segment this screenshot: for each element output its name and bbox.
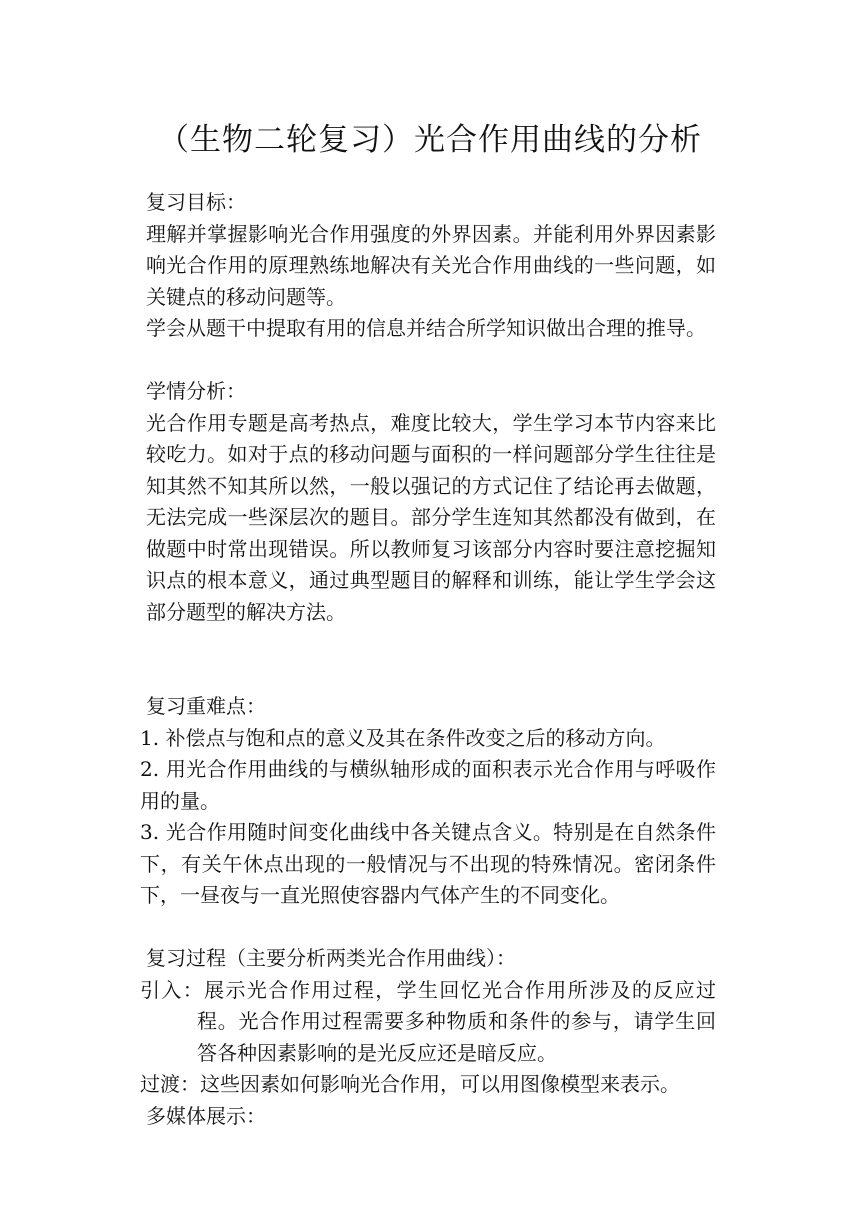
process-media: 多媒体展示：: [146, 1103, 266, 1128]
section-heading-analysis: 学情分析：: [146, 379, 246, 403]
process-intro: 引入：展示光合作用过程，学生回忆光合作用所涉及的反应过程。光合作用过程需要多种物质和条件的参与，请学生回答各种因素影响的是光反应还是暗反应。: [140, 977, 716, 1065]
goal-item-1: 理解并掌握影响光合作用强度的外界因素。并能利用外界因素影响光合作用的原理熟练地解决有关光合作用曲线的一些问题，如关键点的移动问题等。: [146, 221, 716, 309]
analysis-paragraph: 光合作用专题是高考热点，难度比较大，学生学习本节内容来比较吃力。如对于点的移动问题与面积的一样问题部分学生往往是知其然不知其所以然，一般以强记的方式记住了结论再去做题，无法完成一些深层次的题目。部分学生连知其然都没有做到，在做题中时常出现错误。所以教师复习该部分内容时要注意挖掘知识点的根本意义，通过典型题目的解释和训练，能让学生学会这部分题型的解决方法。: [146, 410, 716, 624]
section-learning-analysis: [146, 376, 716, 628]
section-heading-difficulties: 复习重难点：: [146, 694, 266, 718]
difficulty-item-3: 3. 光合作用随时间变化曲线中各关键点含义。特别是在自然条件下，有关午休点出现的一般情况与不出现的特殊情况。密闭条件下，一昼夜与一直光照使容器内气体产生的不同变化。: [140, 820, 716, 907]
section-key-difficulties: [140, 691, 716, 912]
goal-item-2: 学会从题干中提取有用的信息并结合所学知识做出合理的推导。: [146, 316, 706, 340]
section-review-goals: [146, 187, 716, 345]
section-review-process: [140, 943, 716, 1132]
spacer: [146, 628, 716, 691]
section-heading-goals: 复习目标：: [146, 190, 246, 214]
spacer: [146, 345, 716, 377]
section-heading-process: 复习过程（主要分析两类光合作用曲线）：: [146, 946, 516, 970]
difficulty-item-2: 2. 用光合作用曲线的与横纵轴形成的面积表示光合作用与呼吸作用的量。: [140, 757, 716, 813]
process-transition: 过渡：这些因素如何影响光合作用，可以用图像模型来表示。: [140, 1072, 680, 1096]
difficulty-item-1: 1. 补偿点与饱和点的意义及其在条件改变之后的移动方向。: [140, 725, 666, 750]
spacer: [146, 912, 716, 944]
document-body: [140, 187, 716, 1132]
document-title: （生物二轮复习）光合作用曲线的分析: [158, 122, 702, 158]
